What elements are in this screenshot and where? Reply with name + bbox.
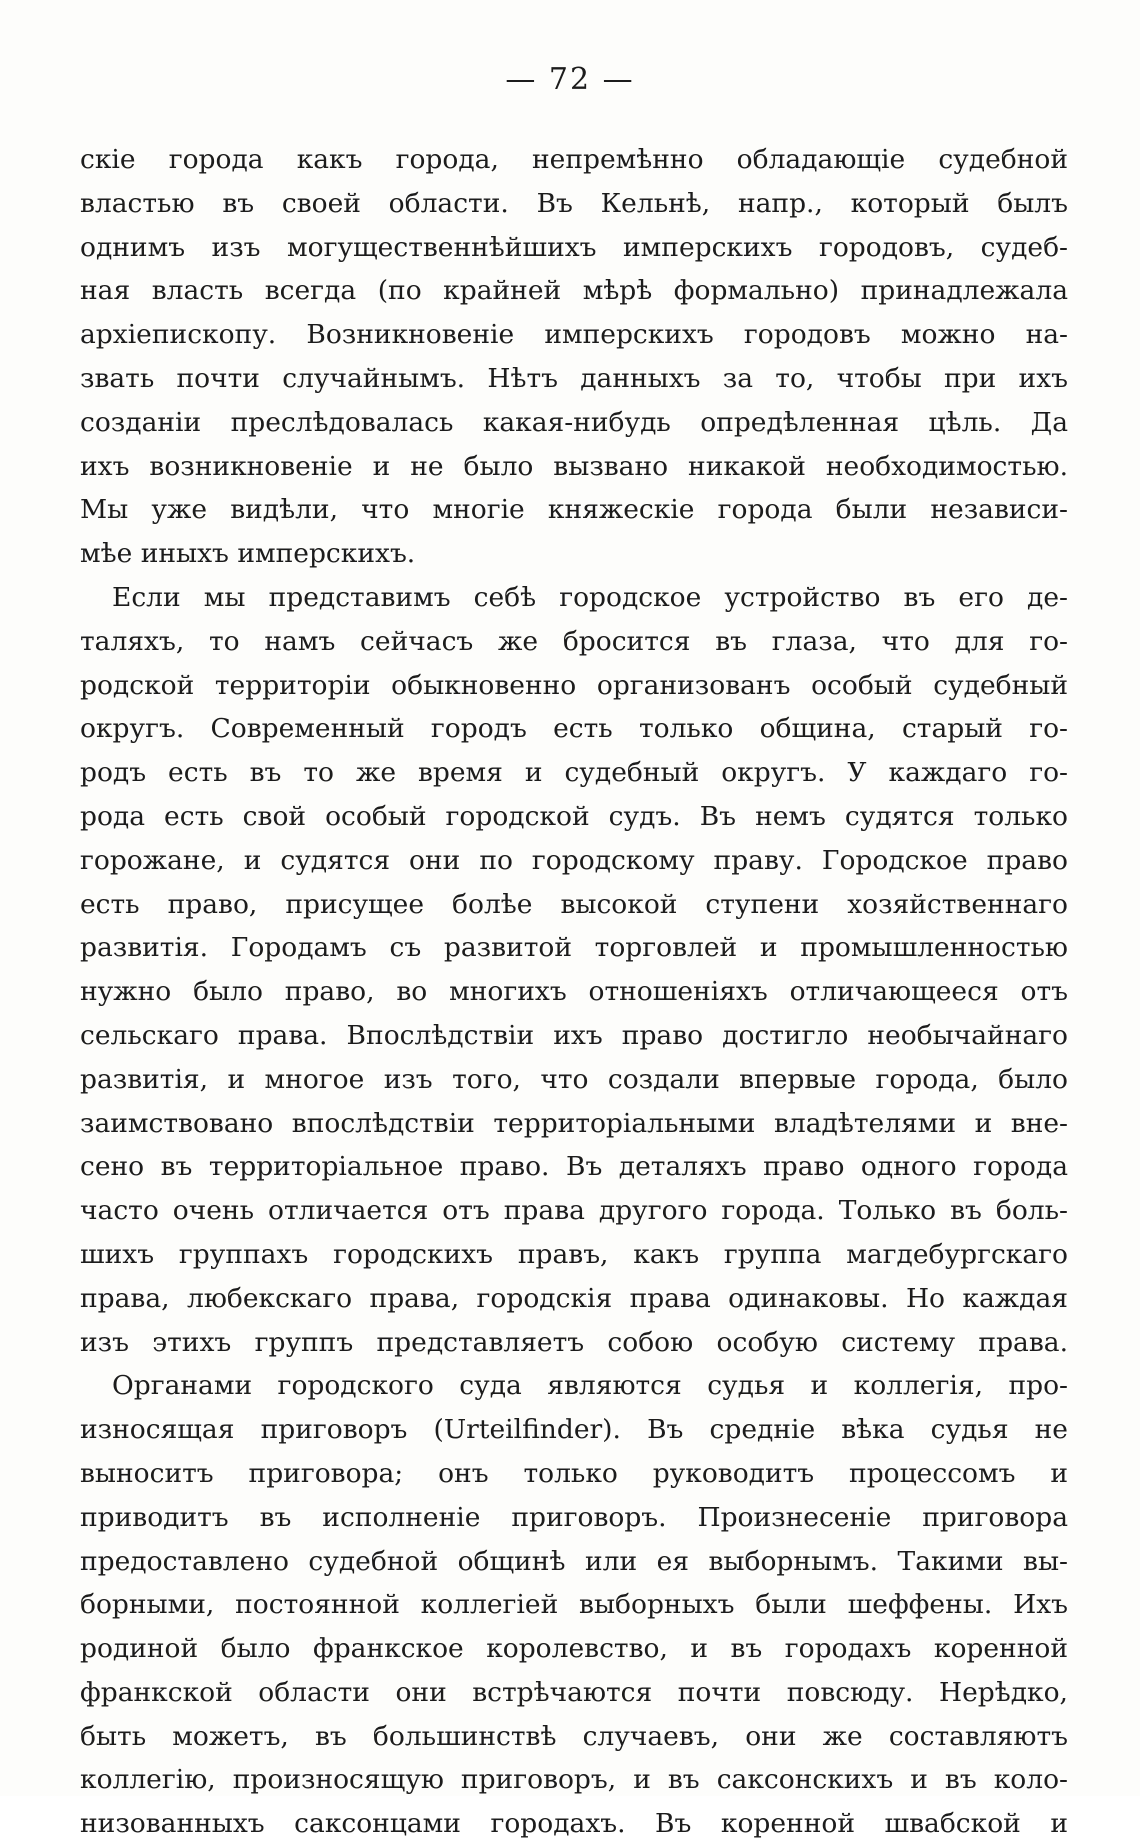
text-line: горожане, и судятся они по городскому праву. Городское право — [80, 844, 1068, 876]
text-line: выноситъ приговора; онъ только руководитъ процессомъ и — [80, 1457, 1068, 1489]
text-line: архіепископу. Возникновеніе имперскихъ городовъ можно на- — [80, 319, 1068, 351]
text-line: округъ. Современный городъ есть только община, старый го- — [80, 713, 1068, 745]
text-line: скіе города какъ города, непремѣнно обладающіе судебной — [80, 144, 1068, 175]
text-line: есть право, присущее болѣе высокой ступени хозяйственнаго — [80, 888, 1068, 920]
text-line: мѣе иныхъ имперскихъ. — [80, 538, 416, 570]
text-line: Органами городского суда являются судья и коллегія, про- — [112, 1370, 1068, 1402]
text-line: права, любекскаго права, городскія права одинаковы. Но каждая — [80, 1282, 1068, 1314]
text-line: приводитъ въ исполненіе приговоръ. Произнесеніе приговора — [80, 1501, 1068, 1533]
paragraph-1 — [80, 138, 1068, 576]
text-line: однимъ изъ могущественнѣйшихъ имперскихъ городовъ, судеб- — [80, 231, 1068, 263]
text-line: звать почти случайнымъ. Нѣтъ данныхъ за то, чтобы при ихъ — [80, 362, 1068, 394]
text-line: развитія, и многое изъ того, что создали впервые города, было — [80, 1063, 1068, 1095]
text-line: родской территоріи обыкновенно организованъ особый судебный — [80, 669, 1068, 701]
text-line: сельскаго права. Впослѣдствіи ихъ право достигло необычайнаго — [80, 1019, 1068, 1051]
text-line: рода есть свой особый городской судъ. Въ немъ судятся только — [80, 800, 1068, 832]
text-line: часто очень отличается отъ права другого города. Только въ боль- — [80, 1195, 1068, 1227]
text-line: ная власть всегда (по крайней мѣрѣ формально) принадлежала — [80, 275, 1068, 307]
text-line: нужно было право, во многихъ отношеніяхъ отличающееся отъ — [80, 976, 1068, 1008]
page-number: — 72 — — [505, 62, 635, 97]
text-line: заимствовано впослѣдствіи территоріальными владѣтелями и вне- — [80, 1107, 1068, 1139]
text-line: предоставлено судебной общинѣ или ея выборнымъ. Такими вы- — [80, 1545, 1068, 1577]
text-line: ихъ возникновеніе и не было вызвано никакой необходимостью. — [80, 450, 1068, 482]
paragraph-3 — [80, 1364, 1068, 1846]
text-line: сено въ территоріальное право. Въ деталяхъ право одного города — [80, 1151, 1068, 1183]
text-line: родиной было франкское королевство, и въ городахъ коренной — [80, 1633, 1068, 1665]
text-line: созданіи преслѣдовалась какая-нибудь опредѣленная цѣль. Да — [80, 406, 1068, 438]
text-line: быть можетъ, въ большинствѣ случаевъ, они же составляютъ — [80, 1720, 1068, 1752]
text-line: Мы уже видѣли, что многіе княжескіе города были независи- — [80, 494, 1068, 526]
text-line: борными, постоянной коллегіей выборныхъ были шеффены. Ихъ — [80, 1589, 1068, 1621]
text-line: властью въ своей области. Въ Кельнѣ, напр., который былъ — [80, 187, 1068, 219]
text-line: износящая приговоръ (Urteilfinder). Въ средніе вѣка судья не — [80, 1414, 1068, 1446]
text-line: развитія. Городамъ съ развитой торговлей и промышленностью — [80, 932, 1068, 964]
text-line: шихъ группахъ городскихъ правъ, какъ группа магдебургскаго — [80, 1238, 1068, 1270]
text-line: Если мы представимъ себѣ городское устройство въ его де- — [112, 581, 1068, 613]
text-line: низованныхъ саксонцами городахъ. Въ коренной швабской и — [80, 1808, 1068, 1840]
text-line: родъ есть въ то же время и судебный округъ. У каждаго го- — [80, 757, 1068, 789]
text-line: изъ этихъ группъ представляетъ собою особую систему права. — [80, 1326, 1068, 1358]
body-text — [80, 138, 1068, 1846]
text-line: франкской области они встрѣчаются почти повсюду. Нерѣдко, — [80, 1676, 1068, 1708]
text-line: коллегію, произносящую приговоръ, и въ саксонскихъ и въ коло- — [80, 1764, 1068, 1796]
paragraph-2 — [80, 576, 1068, 1364]
text-line: таляхъ, то намъ сейчасъ же бросится въ глаза, что для го- — [80, 625, 1068, 657]
